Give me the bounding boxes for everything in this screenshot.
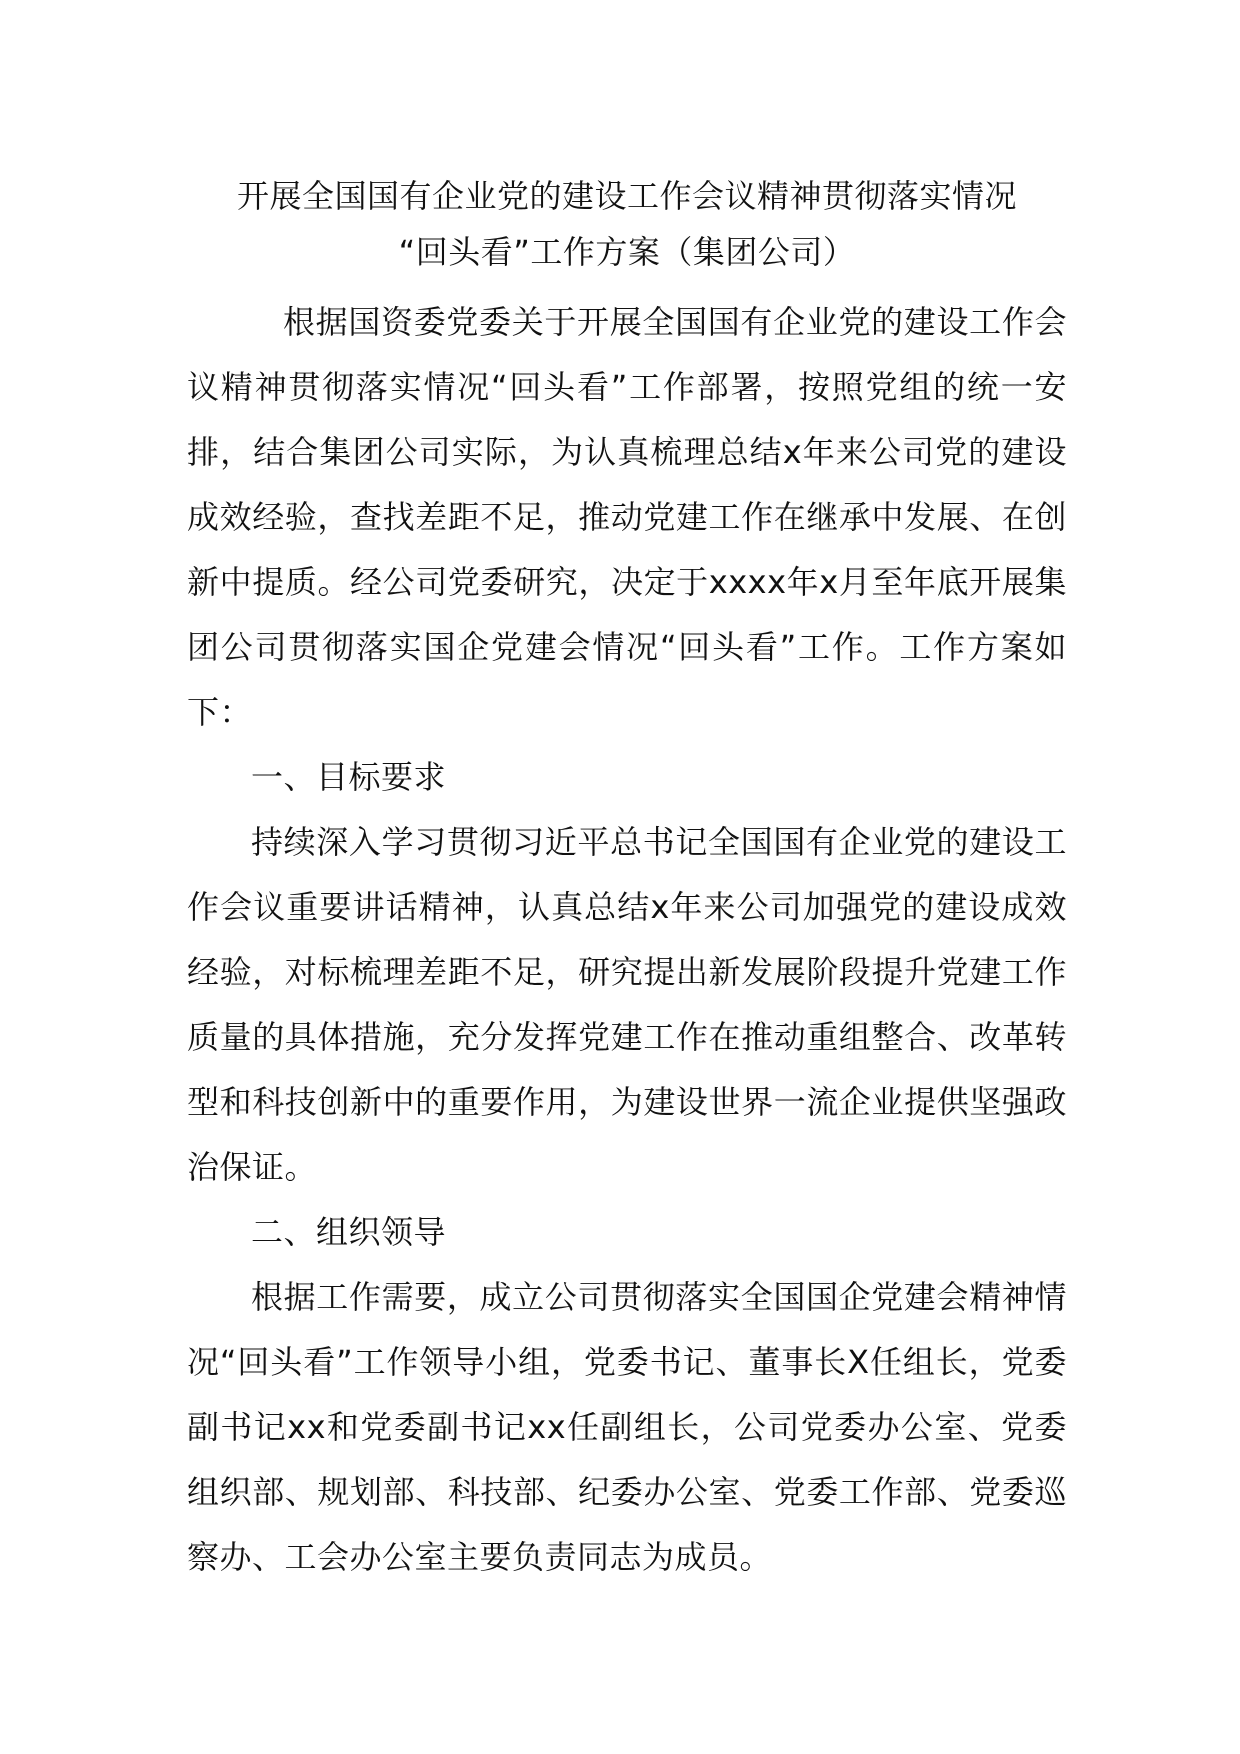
section-2-heading: 二、组织领导 xyxy=(251,1213,447,1251)
section-1-heading: 一、目标要求 xyxy=(251,758,447,796)
intro-paragraph: 根据国资委党委关于开展全国国有企业党的建设工作会议精神贯彻落实情况“回头看”工作部署，按照党组的统一安排，结合集团公司实际，为认真梳理总结x年来公司党的建设成效经验，查找差距不足，推动党建工作在继承中发展、在创新中提质。经公司党委研究，决定于xxxx年x月至年底开展集团公司贯彻落实国企党建会情况“回头看”工作。工作方案如下： xyxy=(187,303,1067,731)
section-2-paragraph: 根据工作需要，成立公司贯彻落实全国国企党建会精神情况“回头看”工作领导小组，党委书记、董事长X任组长，党委副书记xx和党委副书记xx任副组长，公司党委办公室、党委组织部、规划部、科技部、纪委办公室、党委工作部、党委巡察办、工会办公室主要负责同志为成员。 xyxy=(187,1278,1067,1576)
title-line-1: 开展全国国有企业党的建设工作会议精神贯彻落实情况 xyxy=(236,177,1017,215)
title-line-2: “回头看”工作方案（集团公司） xyxy=(398,233,856,271)
document-title xyxy=(187,168,1067,280)
section-1-paragraph: 持续深入学习贯彻习近平总书记全国国有企业党的建设工作会议重要讲话精神，认真总结x年来公司加强党的建设成效经验，对标梳理差距不足，研究提出新发展阶段提升党建工作质量的具体措施，充分发挥党建工作在推动重组整合、改革转型和科技创新中的重要作用，为建设世界一流企业提供坚强政治保证。 xyxy=(187,823,1067,1186)
document-body xyxy=(187,168,1067,1590)
